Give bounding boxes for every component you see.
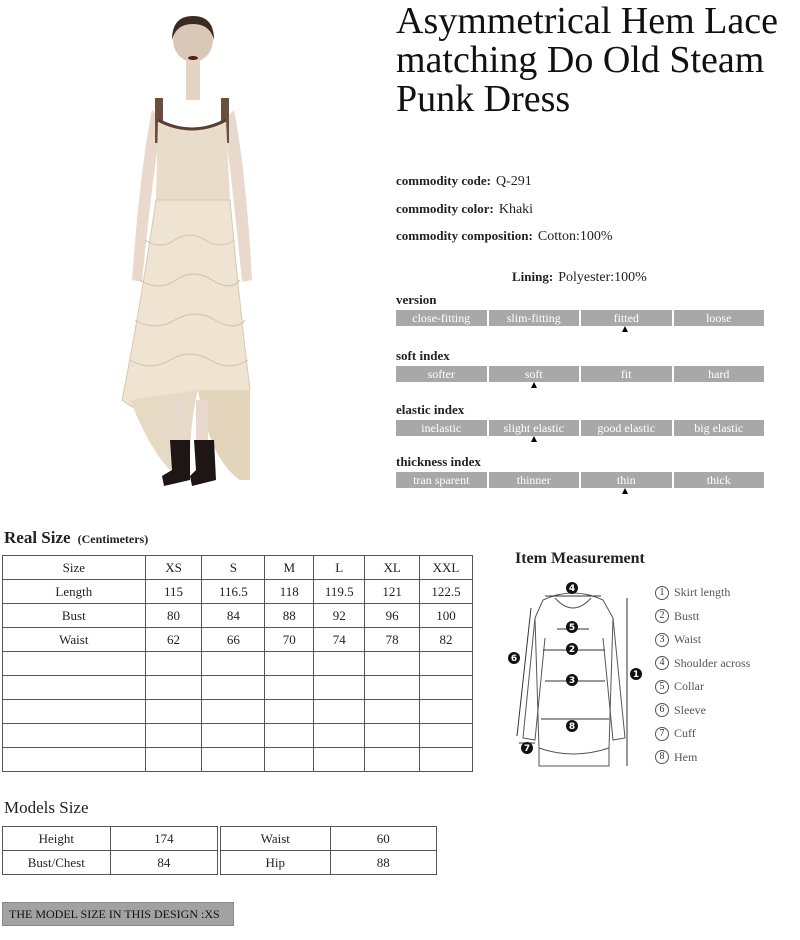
commodity-composition-value: Cotton:100% [537,229,613,244]
thickness-index-options [396,472,764,488]
size-cell [365,700,420,724]
measurement-number: 7 [655,727,669,741]
measurement-item [655,581,750,605]
size-cell [145,676,202,700]
measurement-item [655,652,750,676]
size-row-label: Bust [3,604,146,628]
version-scale [396,292,764,326]
measurement-label: Skirt length [674,585,731,600]
soft-index-option: hard [674,366,765,382]
thickness-index-option: thinner [489,472,580,488]
size-header-cell: L [314,556,365,580]
size-row-label [3,652,146,676]
models-size-title: Models Size [4,798,89,817]
elastic-index-options [396,420,764,436]
size-cell [145,748,202,772]
size-cell [314,676,365,700]
size-header-cell: XS [145,556,202,580]
size-header-cell: XL [365,556,420,580]
commodity-code-label: commodity code: [396,173,491,188]
size-cell [145,652,202,676]
soft-index-option: soft [489,366,580,382]
size-cell [265,724,314,748]
size-cell [314,748,365,772]
size-cell: 118 [265,580,314,604]
size-cell [202,676,265,700]
thickness-index-option: tran sparent [396,472,487,488]
version-indicator [622,326,628,332]
size-cell: 82 [420,628,473,652]
size-cell: 122.5 [420,580,473,604]
size-cell: 121 [365,580,420,604]
measurement-label: Collar [674,679,704,694]
commodity-code-value: Q-291 [495,174,532,189]
elastic-index-option: inelastic [396,420,487,436]
size-cell: 80 [145,604,202,628]
size-row-label: Waist [3,628,146,652]
measurement-number: 5 [655,680,669,694]
models-size-table-right [220,826,437,875]
commodity-composition-row [396,228,613,245]
real-size-title: Real Size [4,528,71,547]
size-cell: 100 [420,604,473,628]
svg-text:7: 7 [523,744,531,754]
real-size-table [2,555,473,772]
size-row [3,748,473,772]
size-cell [265,748,314,772]
soft-index-options [396,366,764,382]
models-size-label: Waist [221,827,331,851]
lining-label: Lining: [512,269,554,284]
size-cell [145,724,202,748]
commodity-color-row [396,201,533,218]
measurement-label: Sleeve [674,702,706,717]
elastic-index-option: slight elastic [489,420,580,436]
measurement-number: 8 [655,750,669,764]
size-header-row [3,556,473,580]
size-row [3,700,473,724]
svg-text:3: 3 [568,676,576,686]
size-row [3,676,473,700]
models-size-value: 174 [110,827,217,851]
size-cell [265,700,314,724]
soft-index-indicator [531,382,537,388]
size-cell [145,700,202,724]
garment-measurement-diagram [505,578,650,773]
size-cell [314,652,365,676]
models-size-value: 84 [110,851,217,875]
size-cell [202,700,265,724]
elastic-index-option: good elastic [581,420,672,436]
size-row-label [3,724,146,748]
models-size-value: 60 [330,827,436,851]
model-photo [100,10,290,500]
size-row-label [3,748,146,772]
version-option: loose [674,310,765,326]
commodity-color-label: commodity color: [396,201,494,216]
size-cell: 115 [145,580,202,604]
version-label: version [396,292,437,307]
size-row-label: Length [3,580,146,604]
size-row [3,652,473,676]
real-size-heading [4,528,148,548]
elastic-index-label: elastic index [396,402,465,417]
version-option: fitted [581,310,672,326]
thickness-index-scale [396,454,764,488]
size-cell [365,748,420,772]
size-cell: 88 [265,604,314,628]
lining-row [512,269,647,286]
measurement-item [655,746,750,770]
size-cell: 70 [265,628,314,652]
svg-text:6: 6 [510,654,518,664]
measurement-label: Hem [674,749,698,764]
measurement-item [655,628,750,652]
size-cell [420,652,473,676]
size-cell [365,676,420,700]
size-header-cell: M [265,556,314,580]
model-size-note: THE MODEL SIZE IN THIS DESIGN :XS [2,902,234,926]
measurement-number: 6 [655,703,669,717]
measurement-item [655,605,750,629]
lining-value: Polyester:100% [558,270,647,285]
size-header-cell: XXL [420,556,473,580]
svg-text:8: 8 [568,722,576,732]
measurement-item [655,722,750,746]
size-cell [420,748,473,772]
size-cell: 84 [202,604,265,628]
size-cell: 66 [202,628,265,652]
product-title: Asymmetrical Hem Lace matching Do Old Steam Punk Dress [396,0,778,120]
size-cell [202,748,265,772]
real-size-unit: (Centimeters) [77,532,149,546]
item-measurement-title: Item Measurement [515,550,645,567]
size-cell [202,724,265,748]
measurement-legend [655,581,750,769]
size-cell [365,724,420,748]
measurement-number: 1 [655,586,669,600]
models-size-table-left [2,826,218,875]
elastic-index-scale [396,402,764,436]
measurement-number: 2 [655,609,669,623]
size-cell [265,652,314,676]
svg-text:1: 1 [632,670,640,680]
soft-index-label: soft index [396,348,450,363]
size-header-cell: S [202,556,265,580]
thickness-index-option: thick [674,472,765,488]
measurement-label: Cuff [674,726,696,741]
svg-text:4: 4 [568,584,576,594]
measurement-item [655,675,750,699]
models-size-value: 88 [330,851,436,875]
soft-index-option: softer [396,366,487,382]
size-cell: 96 [365,604,420,628]
elastic-index-option: big elastic [674,420,765,436]
measurement-number: 4 [655,656,669,670]
size-header-cell: Size [3,556,146,580]
size-row-label [3,676,146,700]
size-cell [420,676,473,700]
size-cell [314,724,365,748]
thickness-index-label: thickness index [396,454,481,469]
size-row-label [3,700,146,724]
size-cell [314,700,365,724]
thickness-index-option: thin [581,472,672,488]
size-row [3,604,473,628]
version-options [396,310,764,326]
size-row [3,628,473,652]
size-cell: 116.5 [202,580,265,604]
measurement-label: Bustt [674,608,700,623]
size-cell [365,652,420,676]
thickness-index-indicator [622,488,628,494]
size-cell: 92 [314,604,365,628]
models-size-label: Height [3,827,111,851]
commodity-code-row [396,173,532,190]
size-row [3,724,473,748]
size-cell [202,652,265,676]
measurement-number: 3 [655,633,669,647]
version-option: close-fitting [396,310,487,326]
measurement-item [655,699,750,723]
size-cell [420,724,473,748]
commodity-color-value: Khaki [498,202,534,217]
svg-text:5: 5 [568,623,576,633]
size-cell: 62 [145,628,202,652]
size-cell: 74 [314,628,365,652]
size-cell [265,676,314,700]
measurement-label: Shoulder across [674,655,751,670]
size-cell [420,700,473,724]
svg-text:2: 2 [568,645,576,655]
soft-index-scale [396,348,764,382]
size-cell: 78 [365,628,420,652]
measurement-label: Waist [674,632,702,647]
models-size-label: Bust/Chest [3,851,111,875]
soft-index-option: fit [581,366,672,382]
size-cell: 119.5 [314,580,365,604]
commodity-composition-label: commodity composition: [396,228,533,243]
models-size-label: Hip [221,851,331,875]
version-option: slim-fitting [489,310,580,326]
size-row [3,580,473,604]
elastic-index-indicator [531,436,537,442]
